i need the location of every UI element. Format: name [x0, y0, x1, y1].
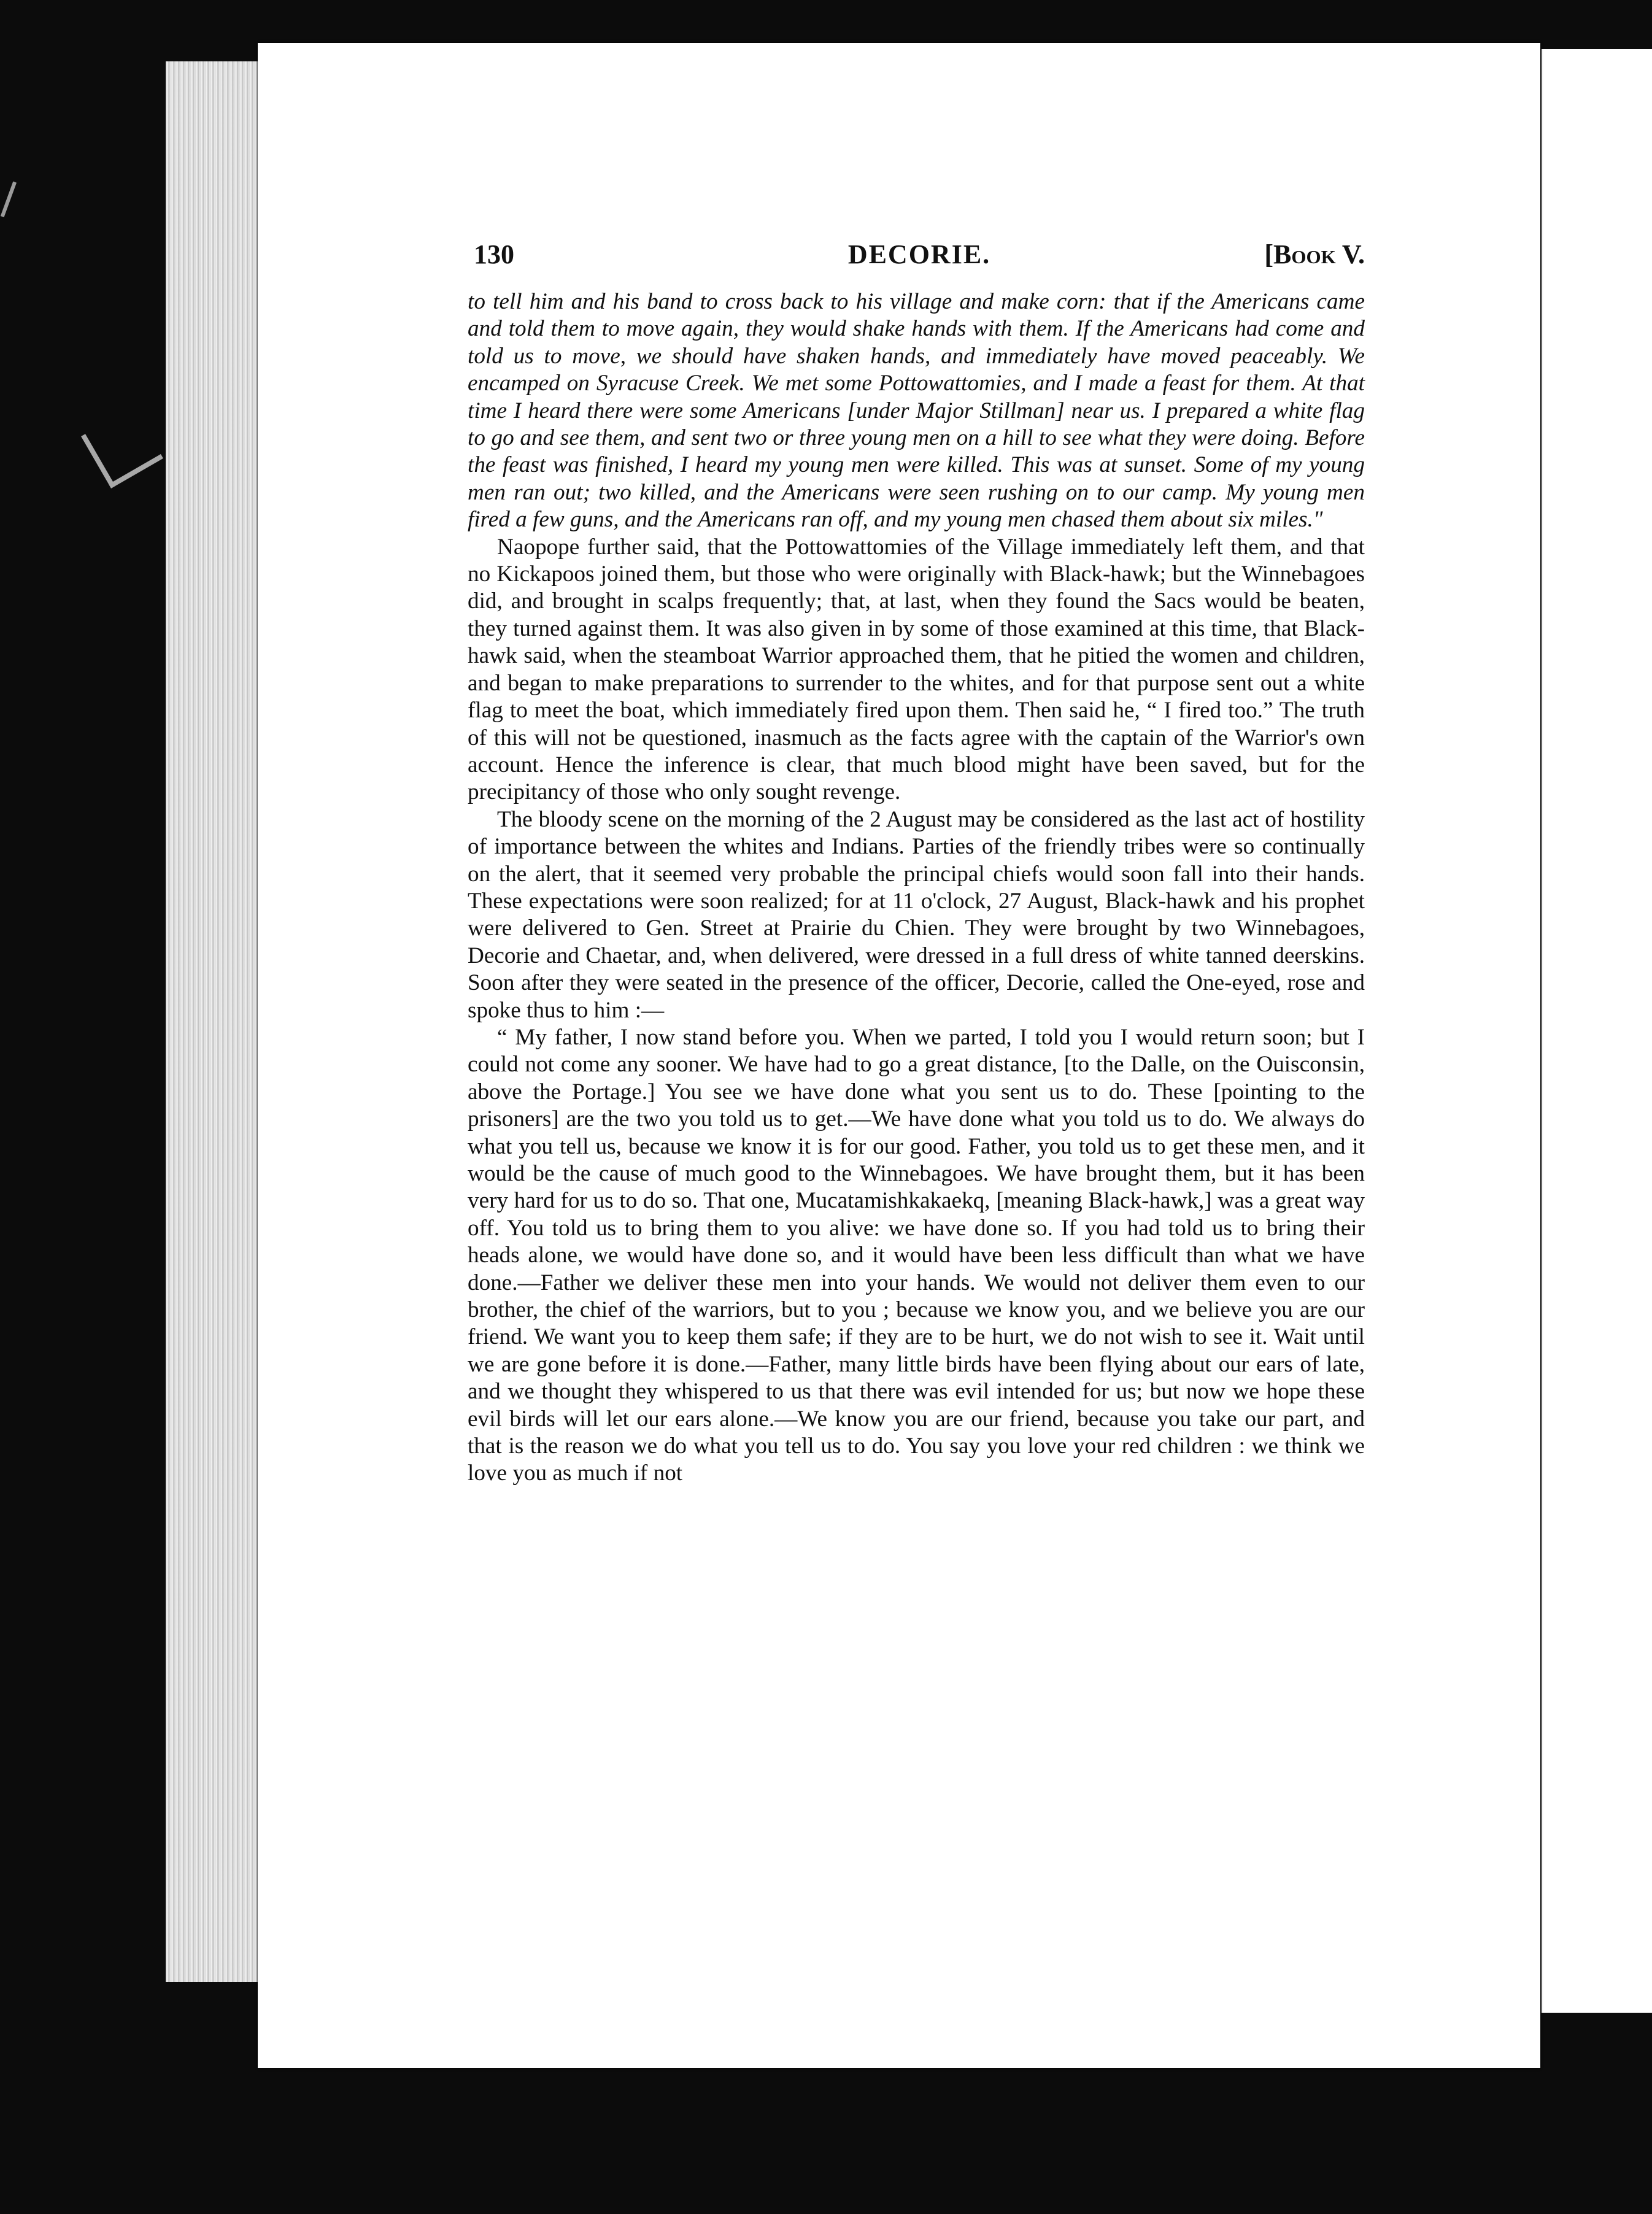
book-label: [Book V.	[1264, 239, 1365, 269]
body-text	[468, 288, 1365, 1487]
paragraph-bloody-scene: The bloody scene on the morning of the 2 August may be considered as the last act of hostility of importance between the whites and Indians. Parties of the friendly tribes were so continually on the alert, that it seemed very probable the principal chiefs would soon fall into their hands. These expectations were soon realized; for at 11 o'clock, 27 August, Black-hawk and his prophet were delivered to Gen. Street at Prairie du Chien. They were brought by two Winnebagoes, Decorie and Chaetar, and, when delivered, were dressed in a full dress of white tanned deerskins. Soon after they were seated in the presence of the officer, Decorie, called the One-eyed, rose and spoke thus to him :—	[468, 806, 1365, 1023]
page-number: 130	[474, 239, 514, 269]
paragraph-naopope: Naopope further said, that the Pottowattomies of the Village immediately left them, and that no Kickapoos joined them, but those who were originally with Black-hawk; but the Winnebagoes did, and brought in scalps frequently; that, at last, when they found the Sacs would be beaten, they turned against them. It was also given in by some of those examined at this time, that Black-hawk said, when the steamboat Warrior approached them, that he pitied the women and children, and began to make preparations to surrender to the whites, and for that purpose sent out a white flag to meet the boat, which immediately fired upon them. Then said he, “ I fired too.” The truth of this will not be questioned, inasmuch as the facts agree with the captain of the Warrior's own account. Hence the inference is clear, that much blood might have been saved, but for the precipitancy of those who only sought revenge.	[468, 534, 1365, 805]
paragraph-decorie-speech: “ My father, I now stand before you. When we parted, I told you I would return soon; but I could not come any sooner. We have had to go a great distance, [to the Dalle, on the Ouisconsin, above the Portage.] You see we have done what you sent us to do. These [pointing to the prisoners] are the two you told us to get.—We have done what you told us to do. We always do what you tell us, because we know it is for our good. Father, you told us to get these men, and it would be the cause of much good to the Winnebagoes. We have brought them, but it has been very hard for us to do so. That one, Mucatamishkakaekq, [meaning Black-hawk,] was a great way off. You told us to bring them to you alive: we have done so. If you had told us to bring their heads alone, we would have done so, and it would have been less difficult than what we have done.—Father we deliver these men into your hands. We would not deliver them even to our brother, the chief of the warriors, but to you ; because we know you, and we believe you are our friend. We want you to keep them safe; if they are to be hurt, we do not wish to see it. Wait until we are gone before it is done.—Father, many little birds have been flying about our ears of late, and we thought they whispered to us that there was evil intended for us; but now we hope these evil birds will let our ears alone.—We know you are our friend, because you take our part, and that is the reason we do what you tell us to do. You say you love your red children : we think we love you as much if not	[468, 1024, 1365, 1486]
running-head	[474, 236, 1365, 273]
book-page-edge	[166, 61, 264, 1982]
scan-artifact-mark	[1, 182, 34, 224]
scan-artifact-mark	[81, 406, 163, 488]
facing-page-edge	[1542, 49, 1652, 2013]
chapter-title: DECORIE.	[847, 239, 991, 269]
paragraph-quote-continuation: to tell him and his band to cross back to his village and make corn: that if the Americans came and told them to move again, they would shake hands with them. If the Americans had come and told us to move, we should have shaken hands, and immediately have moved peaceably. We encamped on Syracuse Creek. We met some Pottowattomies, and I made a feast for them. At that time I heard there were some Americans [under Major Stillman] near us. I prepared a white flag to go and see them, and sent two or three young men on a hill to see what they were doing. Before the feast was finished, I heard my young men were killed. This was at sunset. Some of my young men ran out; two killed, and the Americans were seen rushing on to our camp. My young men fired a few guns, and the Americans ran off, and my young men chased them about six miles."	[468, 289, 1365, 533]
